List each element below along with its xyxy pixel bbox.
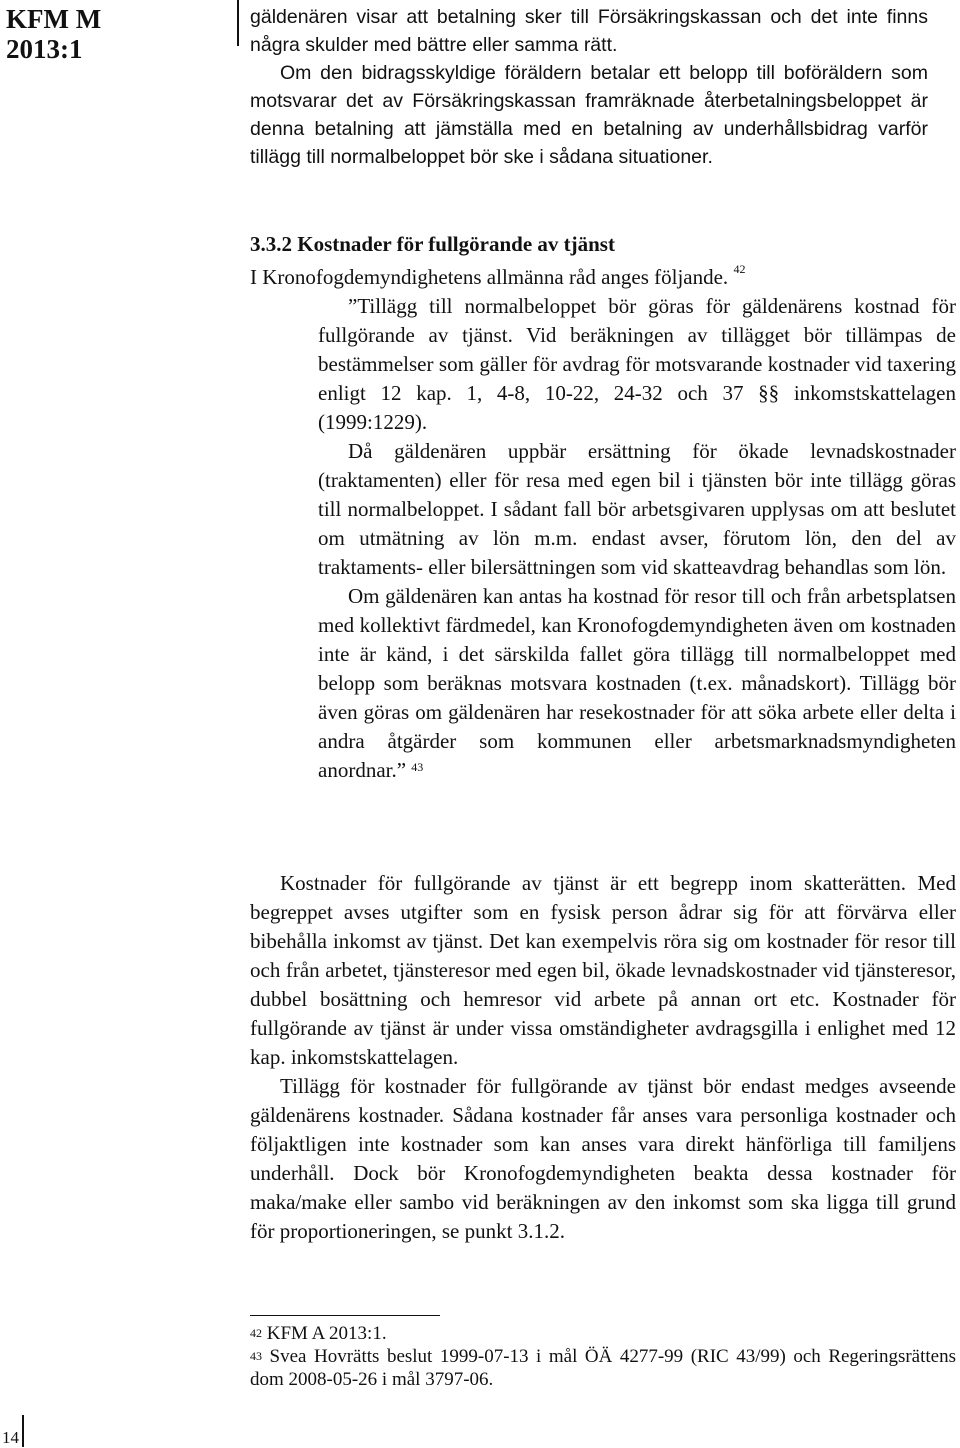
footnote-text: Svea Hovrätts beslut 1999-07-13 i mål ÖÄ 4277-99 (RIC 43/99) och Regeringsrättens dom 2008-05-26 i mål 3797-06. [250, 1346, 956, 1390]
paragraph: Om den bidragsskyldige föräldern betalar ett belopp till boföräldern som motsvarar det av Försäkringskassan framräknade återbetalningsbeloppet är denna betalning att jämställa med en betalning av underhållsbidrag varför tillägg till normalbeloppet bör ske i sådana situationer. [250, 62, 928, 168]
page-header [6, 4, 234, 64]
page-number-divider [22, 1415, 24, 1447]
footnote-number: 42 [250, 1326, 262, 1340]
section-title: Kostnader för fullgörande av tjänst [297, 232, 615, 256]
footnote [250, 1322, 956, 1345]
footnotes [250, 1322, 956, 1391]
intro-sentence [250, 262, 746, 290]
top-text-block [250, 3, 928, 171]
quote-paragraph [318, 582, 956, 785]
footnote-number: 43 [250, 1349, 262, 1363]
section-heading [250, 232, 615, 257]
header-divider [237, 0, 239, 46]
footnote-divider [250, 1315, 440, 1316]
document-id-line1: KFM M [6, 4, 102, 34]
footnote [250, 1345, 956, 1391]
quote-paragraph: Då gäldenären uppbär ersättning för ökade levnadskostnader (traktamenten) eller för resa med egen bil i tjänsten bör inte tillägg göras till normalbeloppet. I sådant fall bör arbetsgivaren upplysas om att beslutet om utmätning av lön m.m. endast avser, förutom lön, den del av traktaments- eller bilersättningen som vid skatteavdrag behandlas som lön. [318, 439, 956, 579]
paragraph: gäldenären visar att betalning sker till Försäkringskassan och det inte finns några skulder med bättre eller samma rätt. [250, 6, 928, 56]
quoted-general-advice [318, 292, 956, 785]
paragraph: Tillägg för kostnader för fullgörande av tjänst bör endast medges avseende gäldenärens kostnader. Sådana kostnader får anses vara personliga kostnader och följaktligen inte kostnader som kan anses vara direkt hänförliga till familjens underhåll. Dock bör Kronofogdemyndigheten beakta dessa kostnader för maka/make eller sambo vid beräkningen av den inkomst som ska ligga till grund för proportioneringen, se punkt 3.1.2. [250, 1074, 956, 1243]
footnote-ref[interactable]: 42 [733, 262, 746, 276]
footnote-text: KFM A 2013:1. [266, 1323, 387, 1344]
quote-paragraph-text: Om gäldenären kan antas ha kostnad för resor till och från arbetsplatsen med kollektivt färdmedel, kan Kronofogdemyndigheten även om kostnaden inte är känd, i det särskilda fallet göra tillägg till normalbeloppet med belopp som beräknas motsvara kostnaden (t.ex. månadskort). Tillägg bör även göras om gäldenären har resekostnader för att söka arbete eller delta i andra åtgärder som kommunen eller arbetsmarknadsmyndigheten anordnar.” [318, 584, 956, 782]
quote-paragraph: ”Tillägg till normalbeloppet bör göras för gäldenärens kostnad för fullgörande av tjänst. Vid beräkningen av tillägget bör tillämpas de bestämmelser som gäller för avdrag för motsvarande kostnader vid taxering enligt 12 kap. 1, 4-8, 10-22, 24-32 och 37 §§ inkomstskattelagen (1999:1229). [318, 294, 956, 434]
intro-text: I Kronofogdemyndighetens allmänna råd anges följande. [250, 265, 729, 289]
main-text-block [250, 869, 956, 1246]
section-number: 3.3.2 [250, 232, 292, 256]
document-id-line2: 2013:1 [6, 34, 83, 64]
page-number: 14 [2, 1428, 19, 1447]
footnote-ref[interactable]: 43 [411, 760, 424, 774]
paragraph: Kostnader för fullgörande av tjänst är ett begrepp inom skatterätten. Med begreppet avses utgifter som en fysisk person ådrar sig för att förvärva eller bibehålla inkomst av tjänst. Det kan exempelvis röra sig om kostnader för resor till och från arbetet, tjänsteresor med egen bil, ökade levnadskostnader vid tjänsteresor, dubbel bosättning och hemresor vid arbete på annan ort etc. Kostnader för fullgörande av tjänst är under vissa omständigheter avdragsgilla i enlighet med 12 kap. inkomstskattelagen. [250, 871, 956, 1069]
